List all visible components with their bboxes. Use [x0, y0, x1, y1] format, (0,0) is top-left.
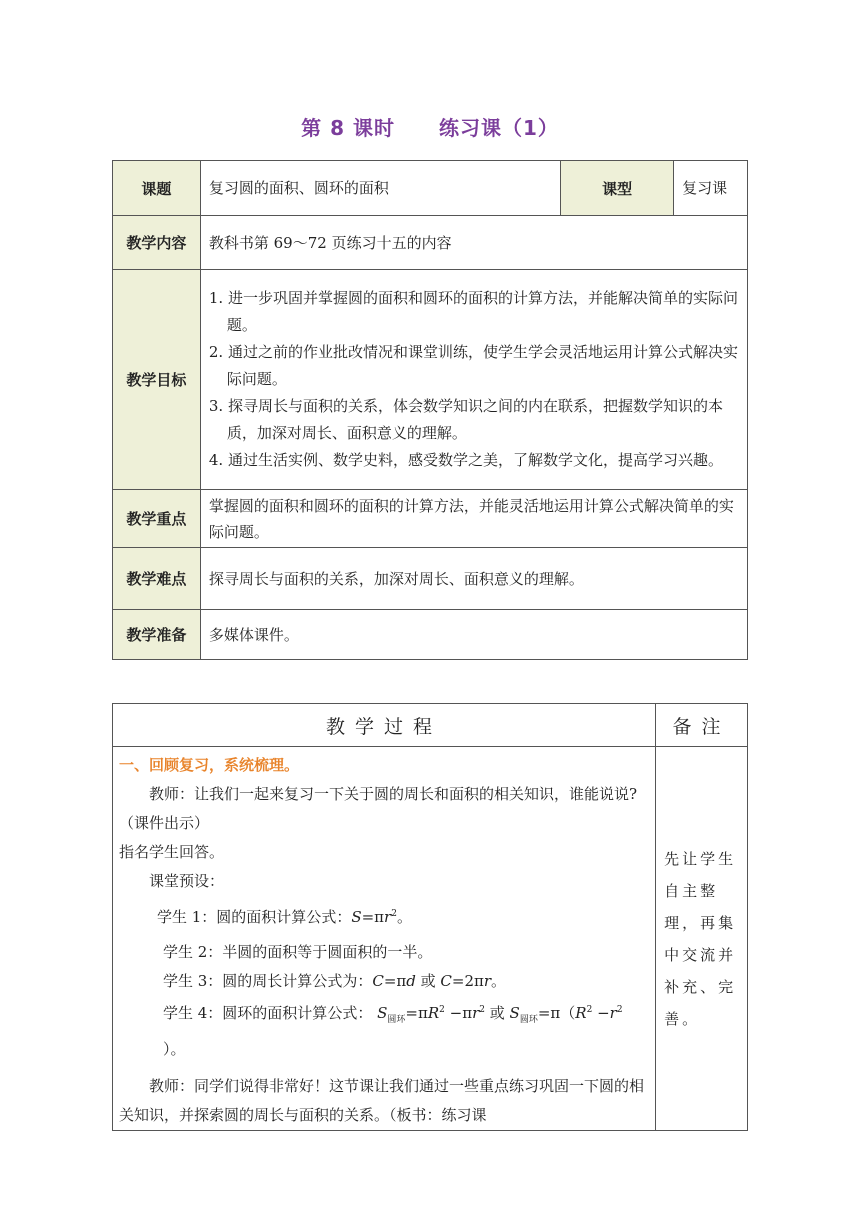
goal-item: 2. 通过之前的作业批改情况和课堂训练，使学生学会灵活地运用计算公式解决实际问题。 — [208, 343, 738, 388]
topic-label: 课题 — [113, 161, 201, 216]
goal-item: 4. 通过生活实例、数学史料，感受数学之美，了解数学文化，提高学习兴趣。 — [208, 451, 723, 469]
title-lesson-number: 第 8 课时 — [301, 116, 395, 140]
teacher-prompt: 教师：让我们一起来复习一下关于圆的周长和面积的相关知识，谁能说说?（课件出示） — [119, 785, 638, 832]
difficulty-row — [113, 548, 748, 610]
prep-label: 教学准备 — [113, 610, 201, 660]
goal-item: 3. 探寻周长与面积的关系，体会数学知识之间的内在联系，把握数学知识的本质，加深对周长、面积意义的理解。 — [208, 397, 723, 442]
key-value: 掌握圆的面积和圆环的面积的计算方法，并能灵活地运用计算公式解决简单的实际问题。 — [200, 490, 747, 548]
process-header-row — [113, 704, 748, 747]
content-value: 教科书第 69～72 页练习十五的内容 — [200, 216, 747, 270]
prep-value: 多媒体课件。 — [200, 610, 747, 660]
remark-header: 备注 — [656, 704, 748, 747]
student-answer-3: 学生 3：圆的周长计算公式为：C=πd 或 C=2πr。 — [163, 972, 507, 990]
student-answer-2: 学生 2：半圆的面积等于圆面积的一半。 — [163, 943, 433, 961]
process-header: 教学过程 — [113, 704, 656, 747]
process-body-row — [113, 747, 748, 1131]
teacher-summary: 教师：同学们说得非常好！这节课让我们通过一些重点练习巩固一下圆的相关知识，并探索圆的周长与面积的关系。（板书：练习课 — [119, 1077, 645, 1124]
prep-row — [113, 610, 748, 660]
teaching-process-table — [112, 703, 748, 1131]
remark-note: 先让学生自主整理，再集中交流并补充、完善。 — [656, 747, 748, 1131]
goals-label: 教学目标 — [113, 270, 201, 490]
student-answer-4: 学生 4：圆环的面积计算公式： $S_{圆环}=\pi R^2 -\pi r^2$ 或 $S_{圆环}=\pi(R^2 -r^2$ ）。 — [163, 1004, 623, 1058]
content-label: 教学内容 — [113, 216, 201, 270]
difficulty-label: 教学难点 — [113, 548, 201, 610]
lesson-info-table — [112, 160, 748, 660]
goals-row — [113, 270, 748, 490]
type-label: 课型 — [561, 161, 674, 216]
key-label: 教学重点 — [113, 490, 201, 548]
difficulty-value: 探寻周长与面积的关系，加深对周长、面积意义的理解。 — [200, 548, 747, 610]
goals-list — [200, 270, 747, 490]
student-answer-1: 学生 1：圆的面积计算公式：$S=\pi r^2$。 — [157, 908, 412, 926]
process-content — [113, 747, 656, 1131]
topic-value: 复习圆的面积、圆环的面积 — [200, 161, 560, 216]
topic-row — [113, 161, 748, 216]
key-row — [113, 490, 748, 548]
goal-item: 1. 进一步巩固并掌握圆的面积和圆环的面积的计算方法，并能解决简单的实际问题。 — [208, 289, 738, 334]
section-heading: 一、回顾复习，系统梳理。 — [119, 756, 300, 774]
content-row — [113, 216, 748, 270]
preset-label: 课堂预设： — [149, 872, 225, 890]
title-lesson-name: 练习课（1） — [438, 116, 559, 140]
instruction-text: 指名学生回答。 — [119, 843, 225, 861]
type-value: 复习课 — [674, 161, 748, 216]
page-title — [0, 112, 860, 141]
